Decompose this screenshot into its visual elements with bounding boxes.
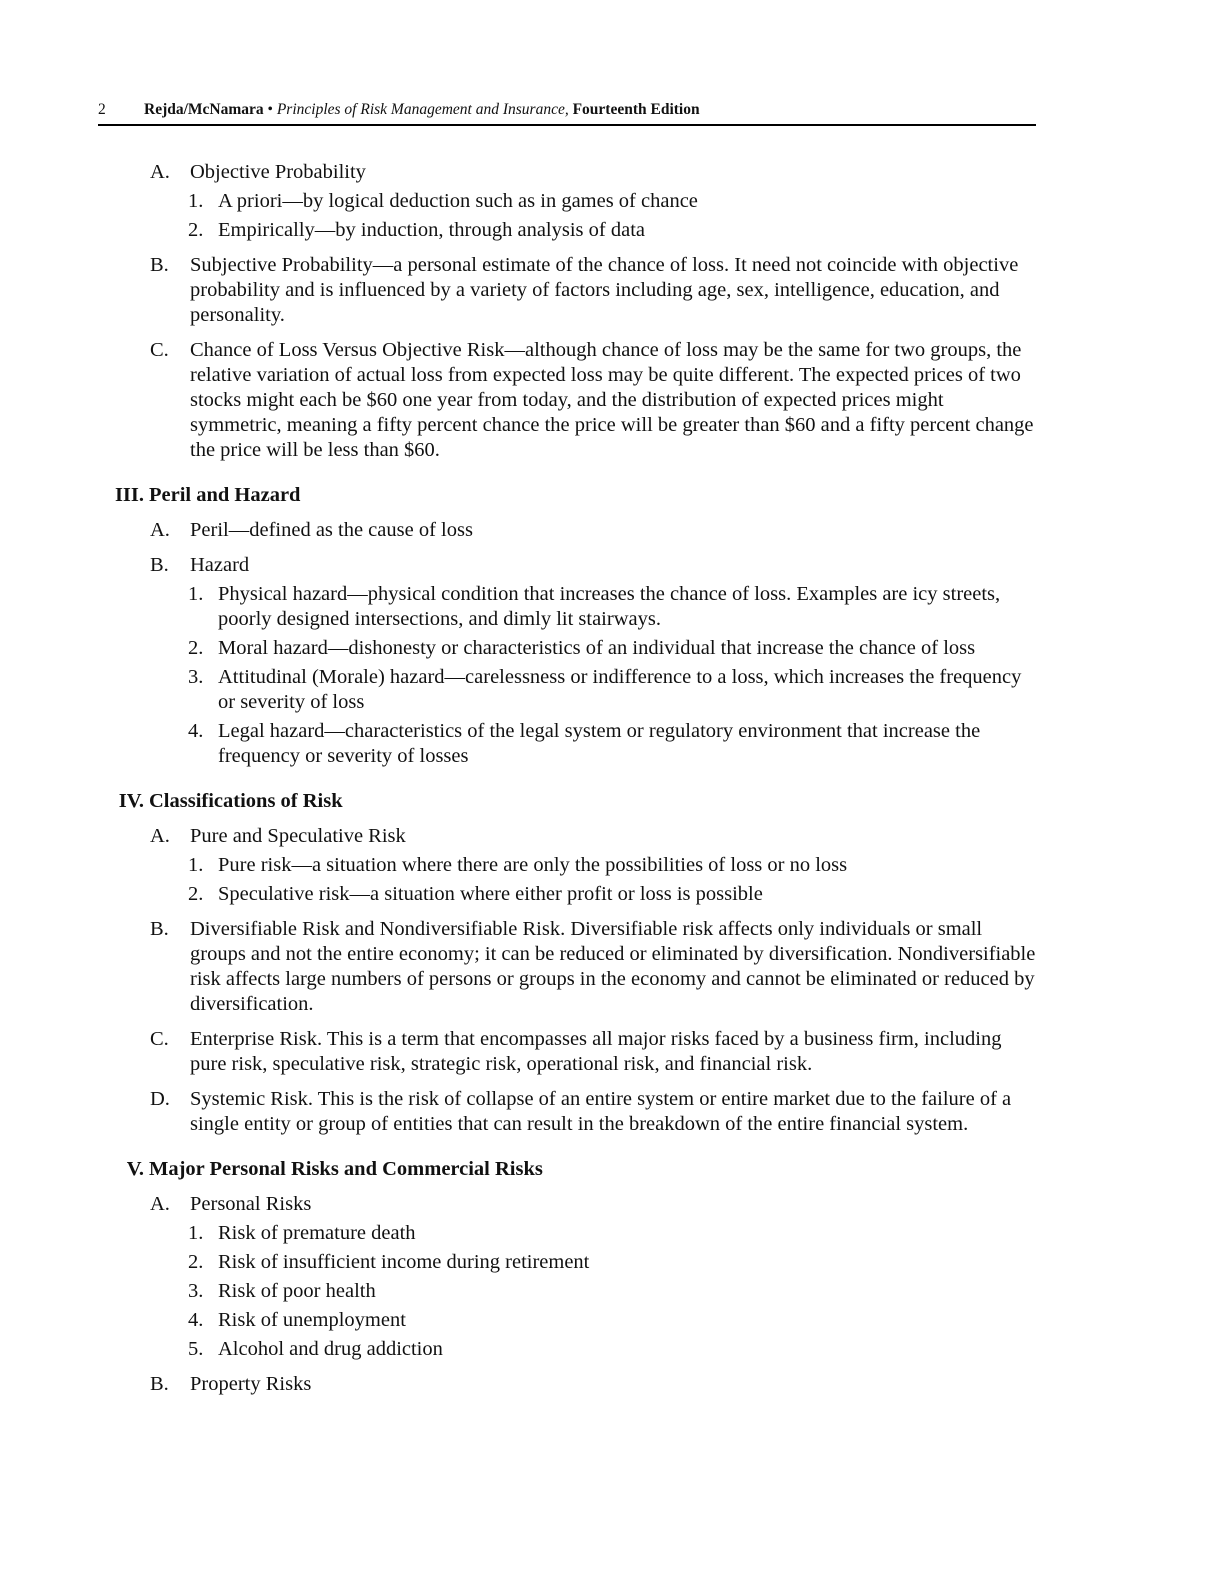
- outline-subsection-label: D.: [150, 1088, 170, 1110]
- outline-subsection: [98, 553, 1038, 578]
- outline-numbered-item-label: 1.: [188, 854, 204, 876]
- outline-subsection-label: B.: [150, 918, 169, 940]
- outline-subsection-label: A.: [150, 519, 170, 541]
- outline-numbered-item: [98, 218, 1038, 243]
- outline-numbered-item-label: 2.: [188, 1251, 204, 1273]
- outline-subsection-label: B.: [150, 1373, 169, 1395]
- outline-numbered-item: [98, 665, 1038, 715]
- outline-numbered-item: [98, 882, 1038, 907]
- outline-numbered-item: [98, 636, 1038, 661]
- outline-numbered-item: [98, 853, 1038, 878]
- outline-subsection-text: Peril—defined as the cause of loss: [190, 519, 473, 541]
- section-heading: [98, 789, 1038, 814]
- outline-subsection: [98, 160, 1038, 185]
- section-heading-text: Major Personal Risks and Commercial Risks: [149, 1158, 543, 1180]
- outline-numbered-item-text: Empirically—by induction, through analysis of data: [218, 219, 645, 241]
- outline-numbered-item-text: A priori—by logical deduction such as in games of chance: [218, 190, 698, 212]
- outline-subsection: [98, 1087, 1038, 1137]
- outline-subsection-text: Property Risks: [190, 1373, 312, 1395]
- outline-subsection-label: A.: [150, 1193, 170, 1215]
- outline-subsection-text: Personal Risks: [190, 1193, 312, 1215]
- outline-numbered-item-label: 2.: [188, 637, 204, 659]
- outline-numbered-item-text: Physical hazard—physical condition that increases the chance of loss. Examples are icy streets, poorly designed intersections, and dimly lit stairways.: [218, 583, 1001, 630]
- outline-numbered-item-text: Legal hazard—characteristics of the legal system or regulatory environment that increase the frequency or severity of losses: [218, 720, 981, 767]
- outline-subsection-text: Hazard: [190, 554, 250, 576]
- outline-numbered-item: [98, 719, 1038, 769]
- outline-numbered-item: [98, 1250, 1038, 1275]
- outline-numbered-item-label: 4.: [188, 1309, 204, 1331]
- outline-numbered-item-text: Moral hazard—dishonesty or characteristics of an individual that increase the chance of loss: [218, 637, 976, 659]
- outline-numbered-item: [98, 1308, 1038, 1333]
- running-head: [144, 100, 700, 120]
- section-heading-label: IV.: [118, 790, 144, 812]
- running-head-authors: Rejda/McNamara: [144, 101, 264, 118]
- outline-numbered-item-label: 5.: [188, 1338, 204, 1360]
- outline-numbered-item-label: 4.: [188, 720, 204, 742]
- outline-numbered-item-text: Attitudinal (Morale) hazard—carelessness or indifference to a loss, which increases the frequency or severity of loss: [218, 666, 1022, 713]
- outline-numbered-item-label: 1.: [188, 583, 204, 605]
- running-head-book-title: Principles of Risk Management and Insurance,: [276, 101, 569, 118]
- section-heading-text: Peril and Hazard: [149, 484, 301, 506]
- outline-subsection: [98, 917, 1038, 1017]
- outline-numbered-item: [98, 189, 1038, 214]
- outline-subsection: [98, 1027, 1038, 1077]
- running-head-separator: •: [267, 101, 273, 118]
- section-heading-label: III.: [114, 484, 144, 506]
- outline-subsection: [98, 1372, 1038, 1397]
- outline-subsection-label: A.: [150, 825, 170, 847]
- outline-numbered-item-text: Speculative risk—a situation where either profit or loss is possible: [218, 883, 763, 905]
- outline-numbered-item-text: Risk of poor health: [218, 1280, 376, 1302]
- outline-subsection-text: Diversifiable Risk and Nondiversifiable Risk. Diversifiable risk affects only individuals or small groups and not the entire economy; it can be reduced or eliminated by diversification. Nondiversifiable risk affects large numbers of persons or groups in the economy and cannot be eliminated or reduced by diversification.: [190, 918, 1036, 1015]
- outline-numbered-item-label: 3.: [188, 1280, 204, 1302]
- section-heading-text: Classifications of Risk: [149, 790, 343, 812]
- section-heading-label: V.: [126, 1158, 144, 1180]
- outline-numbered-item: [98, 582, 1038, 632]
- outline-numbered-item-text: Risk of premature death: [218, 1222, 416, 1244]
- running-head-edition: Fourteenth Edition: [572, 101, 700, 118]
- outline-subsection: [98, 824, 1038, 849]
- section-heading: [98, 483, 1038, 508]
- outline-subsection: [98, 518, 1038, 543]
- outline-subsection-text: Systemic Risk. This is the risk of collapse of an entire system or entire market due to the failure of a single entity or group of entities that can result in the breakdown of the entire financial system.: [190, 1088, 1012, 1135]
- outline-numbered-item-label: 3.: [188, 666, 204, 688]
- outline-numbered-item: [98, 1337, 1038, 1362]
- outline-numbered-item-text: Risk of unemployment: [218, 1309, 406, 1331]
- outline-subsection: [98, 1192, 1038, 1217]
- outline-subsection-label: C.: [150, 339, 169, 361]
- outline-subsection-label: C.: [150, 1028, 169, 1050]
- outline-subsection-text: Chance of Loss Versus Objective Risk—although chance of loss may be the same for two groups, the relative variation of actual loss from expected loss may be quite different. The expected prices of two stocks might each be $60 one year from today, and the distribution of expected prices might symmetric, meaning a fifty percent chance the price will be greater than $60 and a fifty percent change the price will be less than $60.: [190, 339, 1034, 461]
- outline-numbered-item-text: Alcohol and drug addiction: [218, 1338, 443, 1360]
- outline-numbered-item-text: Risk of insufficient income during retirement: [218, 1251, 590, 1273]
- page-header: [98, 98, 1036, 126]
- page-number: 2: [98, 101, 106, 118]
- outline-numbered-item: [98, 1221, 1038, 1246]
- outline-subsection-text: Pure and Speculative Risk: [190, 825, 406, 847]
- outline-numbered-item-label: 1.: [188, 190, 204, 212]
- outline-subsection: [98, 338, 1038, 463]
- outline-numbered-item-label: 2.: [188, 219, 204, 241]
- outline-numbered-item-label: 1.: [188, 1222, 204, 1244]
- outline-numbered-item-text: Pure risk—a situation where there are only the possibilities of loss or no loss: [218, 854, 848, 876]
- outline-subsection: [98, 253, 1038, 328]
- outline-subsection-text: Subjective Probability—a personal estimate of the chance of loss. It need not coincide with objective probability and is influenced by a variety of factors including age, sex, intelligence, education, and personality.: [190, 254, 1019, 326]
- outline-subsection-label: A.: [150, 161, 170, 183]
- outline-numbered-item: [98, 1279, 1038, 1304]
- outline-subsection-text: Objective Probability: [190, 161, 366, 183]
- outline-subsection-label: B.: [150, 554, 169, 576]
- outline-numbered-item-label: 2.: [188, 883, 204, 905]
- outline-subsection-text: Enterprise Risk. This is a term that encompasses all major risks faced by a business firm, including pure risk, speculative risk, strategic risk, operational risk, and financial risk.: [190, 1028, 1002, 1075]
- outline-subsection-label: B.: [150, 254, 169, 276]
- outline-body: [98, 160, 1038, 1397]
- section-heading: [98, 1157, 1038, 1182]
